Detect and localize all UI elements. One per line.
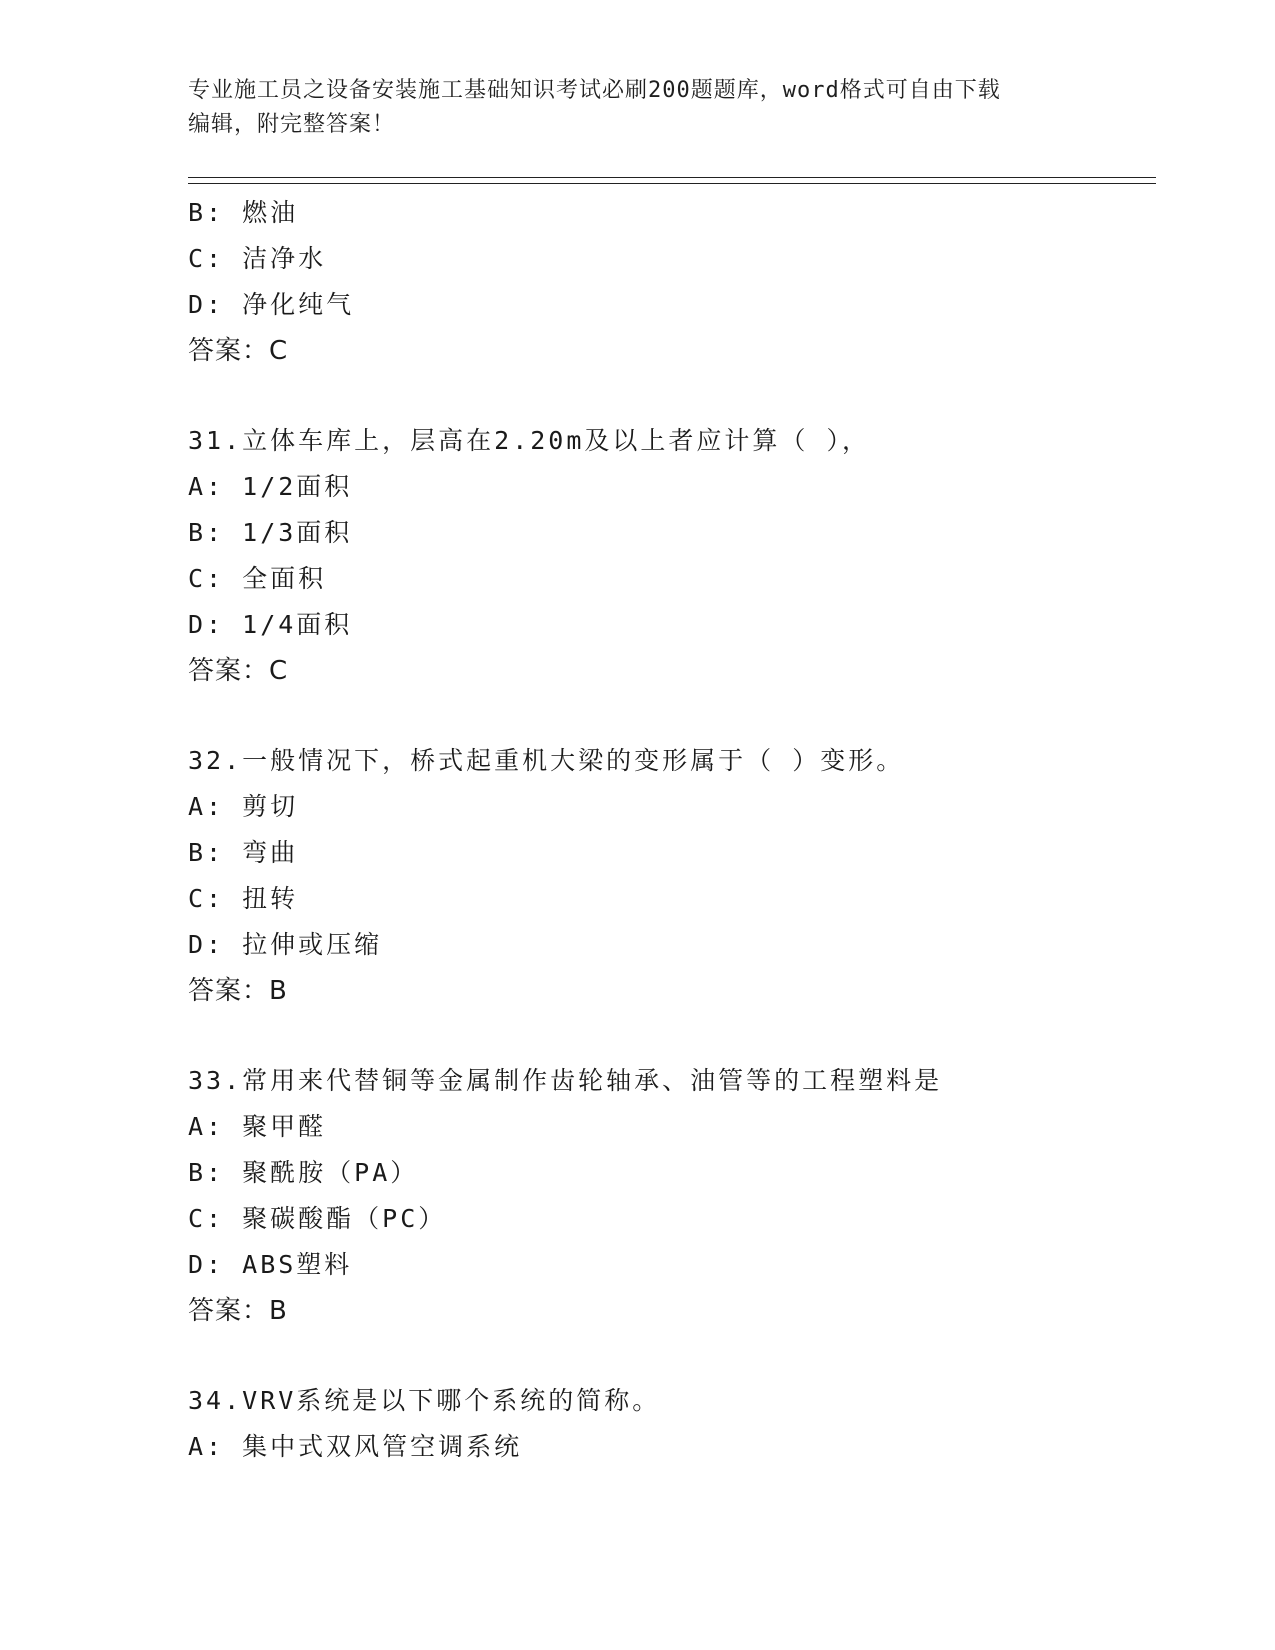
option-a: A: 集中式双风管空调系统 (188, 1432, 523, 1461)
question-text: 31.立体车库上，层高在2.20m及以上者应计算（ ）， (188, 426, 870, 455)
question-33 (188, 1058, 1148, 1334)
spacer (188, 694, 1148, 738)
question-list (188, 190, 1148, 1470)
header-rule-top (188, 177, 1156, 178)
option-d: D: ABS塑料 (188, 1250, 353, 1279)
document-header (188, 74, 1088, 142)
header-line-2: 编辑，附完整答案！ (188, 112, 396, 137)
answer-line: 答案：B (188, 976, 288, 1006)
option-b: B: 燃油 (188, 198, 299, 227)
option-b: B: 聚酰胺（PA） (188, 1158, 419, 1187)
option-a: A: 聚甲醛 (188, 1112, 327, 1141)
option-c: C: 聚碳酸酯（PC） (188, 1204, 447, 1233)
header-rule-bottom (188, 183, 1156, 184)
option-d: D: 1/4面积 (188, 610, 353, 639)
option-c: C: 全面积 (188, 564, 327, 593)
answer-line: 答案：B (188, 1296, 288, 1326)
answer-line: 答案：C (188, 336, 289, 366)
header-line-1: 专业施工员之设备安装施工基础知识考试必刷200题题库，word格式可自由下载 (188, 78, 1001, 103)
option-d: D: 拉伸或压缩 (188, 930, 383, 959)
question-30-continued (188, 190, 1148, 374)
option-d: D: 净化纯气 (188, 290, 355, 319)
question-32 (188, 738, 1148, 1014)
question-31 (188, 418, 1148, 694)
answer-line: 答案：C (188, 656, 289, 686)
question-text: 32.一般情况下，桥式起重机大梁的变形属于（ ）变形。 (188, 746, 905, 775)
option-a: A: 1/2面积 (188, 472, 353, 501)
spacer (188, 1334, 1148, 1378)
option-b: B: 1/3面积 (188, 518, 353, 547)
question-text: 33.常用来代替铜等金属制作齿轮轴承、油管等的工程塑料是 (188, 1066, 943, 1095)
question-34 (188, 1378, 1148, 1470)
option-b: B: 弯曲 (188, 838, 299, 867)
spacer (188, 374, 1148, 418)
spacer (188, 1014, 1148, 1058)
option-c: C: 洁净水 (188, 244, 327, 273)
option-c: C: 扭转 (188, 884, 299, 913)
option-a: A: 剪切 (188, 792, 299, 821)
question-text: 34.VRV系统是以下哪个系统的简称。 (188, 1386, 661, 1415)
